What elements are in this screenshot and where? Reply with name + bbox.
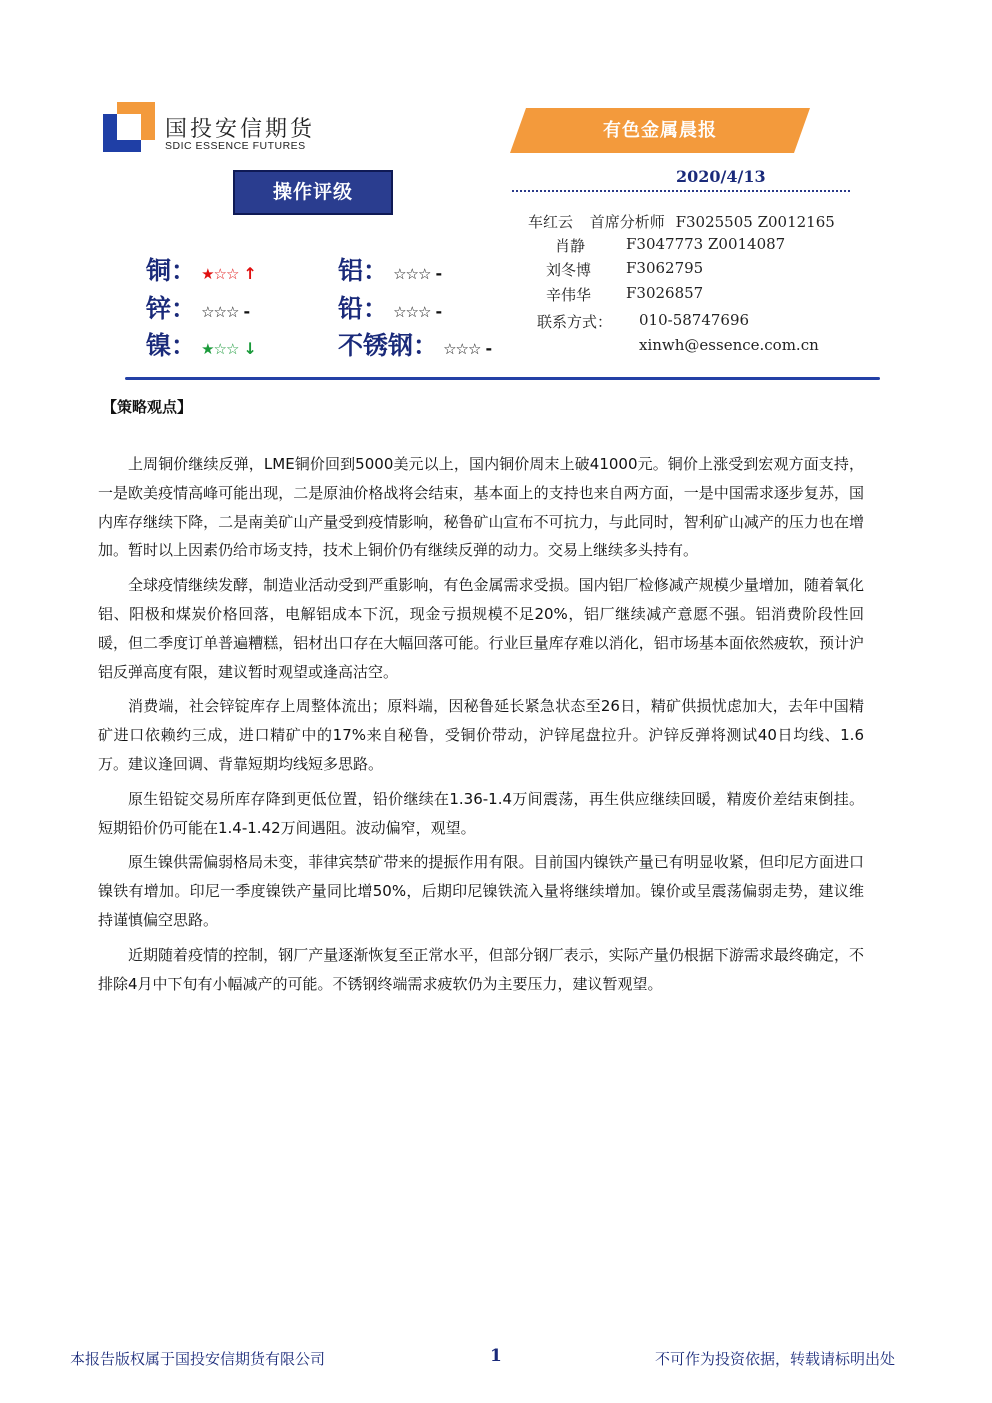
header-divider [512,190,850,192]
page-number: 1 [490,1346,502,1366]
paragraph-aluminum: 全球疫情继续发酵，制造业活动受到严重影响，有色金属需求受损。国内铝厂检修减产规模少量增加，随着氧化铝、阳极和煤炭价格回落，电解铝成本下沉，现金亏损规模不足20%，铝厂继续减产意愿不强。铝消费阶段性回暖，但二季度订单普遍糟糕，铝材出口存在大幅回落可能。行业巨量库存难以消化，铝市场基本面依然疲软，预计沪铝反弹高度有限，建议暂时观望或逢高沽空。 [98,576,864,681]
company-name-cn: 国投安信期货 [165,117,316,142]
metal-label: 锌： [146,294,197,323]
rating-stainless-steel [338,326,492,362]
analyst-title: 首席分析师 [589,213,665,231]
contact-email[interactable]: xinwh@essence.com.cn [639,336,819,354]
trend-flat-icon: - [435,264,443,283]
analyst-name: 肖静 [555,237,586,255]
company-logo-icon [103,102,155,152]
rating-title: 操作评级 [233,170,393,215]
star-rating: ☆☆☆ [393,303,431,321]
paragraph-stainless: 近期随着疫情的控制，钢厂产量逐渐恢复至正常水平，但部分钢厂表示，实际产量仍根据下游需求最终确定，不排除4月中下旬有小幅减产的可能。不锈钢终端需求疲软仍为主要压力，建议暂观望。 [98,945,864,993]
analyst-license: F3047773 Z0014087 [626,235,786,253]
metal-label: 铝： [338,256,389,285]
star-rating: ☆☆☆ [443,340,481,358]
star-rating: ☆☆☆ [393,265,431,283]
paragraph-nickel: 原生镍供需偏弱格局未变，菲律宾禁矿带来的提振作用有限。目前国内镍铁产量已有明显收紧，但印尼方面进口镍铁有增加。印尼一季度镍铁产量同比增50%，后期印尼镍铁流入量将继续增加。镍价或呈震荡偏弱走势，建议维持谨慎偏空思路。 [98,853,864,929]
footer-disclaimer: 不可作为投资依据，转载请标明出处 [655,1350,896,1368]
report-date: 2020/4/13 [676,167,766,186]
metal-label: 不锈钢： [338,331,439,360]
analyst-license: F3025505 Z0012165 [675,213,835,231]
analyst-name: 车红云 [528,213,574,231]
company-name-en: SDIC ESSENCE FUTURES [165,140,306,152]
rating-nickel [146,326,257,362]
analyst-license: F3026857 [626,284,704,302]
rating-lead [338,289,442,325]
section-divider [125,377,880,380]
trend-flat-icon: - [435,302,443,321]
analyst-name: 辛伟华 [546,286,592,304]
star-rating: ☆☆☆ [201,303,239,321]
rating-copper [146,251,257,287]
contact-label: 联系方式： [537,313,613,331]
trend-flat-icon: - [485,339,493,358]
paragraph-zinc: 消费端，社会锌锭库存上周整体流出；原料端，因秘鲁延长紧急状态至26日，精矿供损忧虑加大，去年中国精矿进口依赖约三成，进口精矿中的17%来自秘鲁，受铜价带动，沪锌尾盘拉升。沪锌反弹将测试40日均线、1.6万。建议逢回调、背靠短期均线短多思路。 [98,697,864,773]
footer-copyright: 本报告版权属于国投安信期货有限公司 [70,1350,326,1368]
trend-down-icon: ↓ [243,339,257,358]
rating-aluminum [338,251,442,287]
star-rating: ★☆☆ [201,340,239,358]
paragraph-lead: 原生铅锭交易所库存降到更低位置，铅价继续在1.36-1.4万间震荡，再生供应继续回暖，精废价差结束倒挂。短期铅价仍可能在1.4-1.42万间遇阻。波动偏窄，观望。 [98,789,864,837]
contact-phone: 010-58747696 [639,311,750,329]
star-rating: ★☆☆ [201,265,239,283]
rating-zinc [146,289,250,325]
metal-label: 铅： [338,294,389,323]
trend-up-icon: ↑ [243,264,257,283]
metal-label: 镍： [146,331,197,360]
analyst-row [555,235,585,256]
paragraph-copper: 上周铜价继续反弹，LME铜价回到5000美元以上，国内铜价周末上破41000元。铜价上涨受到宏观方面支持，一是欧美疫情高峰可能出现，二是原油价格战将会结束，基本面上的支持也来自两方面，一是中国需求逐步复苏，国内库存继续下降，二是南美矿山产量受到疫情影响，秘鲁矿山宣布不可抗力，与此同时，智利矿山减产的压力也在增加。暂时以上因素仍给市场支持，技术上铜价仍有继续反弹的动力。交易上继续多头持有。 [98,455,864,560]
metal-label: 铜： [146,256,197,285]
strategy-heading: 【策略观点】 [102,398,193,416]
analyst-license: F3062795 [626,259,704,277]
report-title: 有色金属晨报 [603,120,717,141]
trend-flat-icon: - [243,302,251,321]
analyst-row [528,211,835,232]
strategy-body [98,450,864,998]
analyst-name: 刘冬博 [546,261,592,279]
